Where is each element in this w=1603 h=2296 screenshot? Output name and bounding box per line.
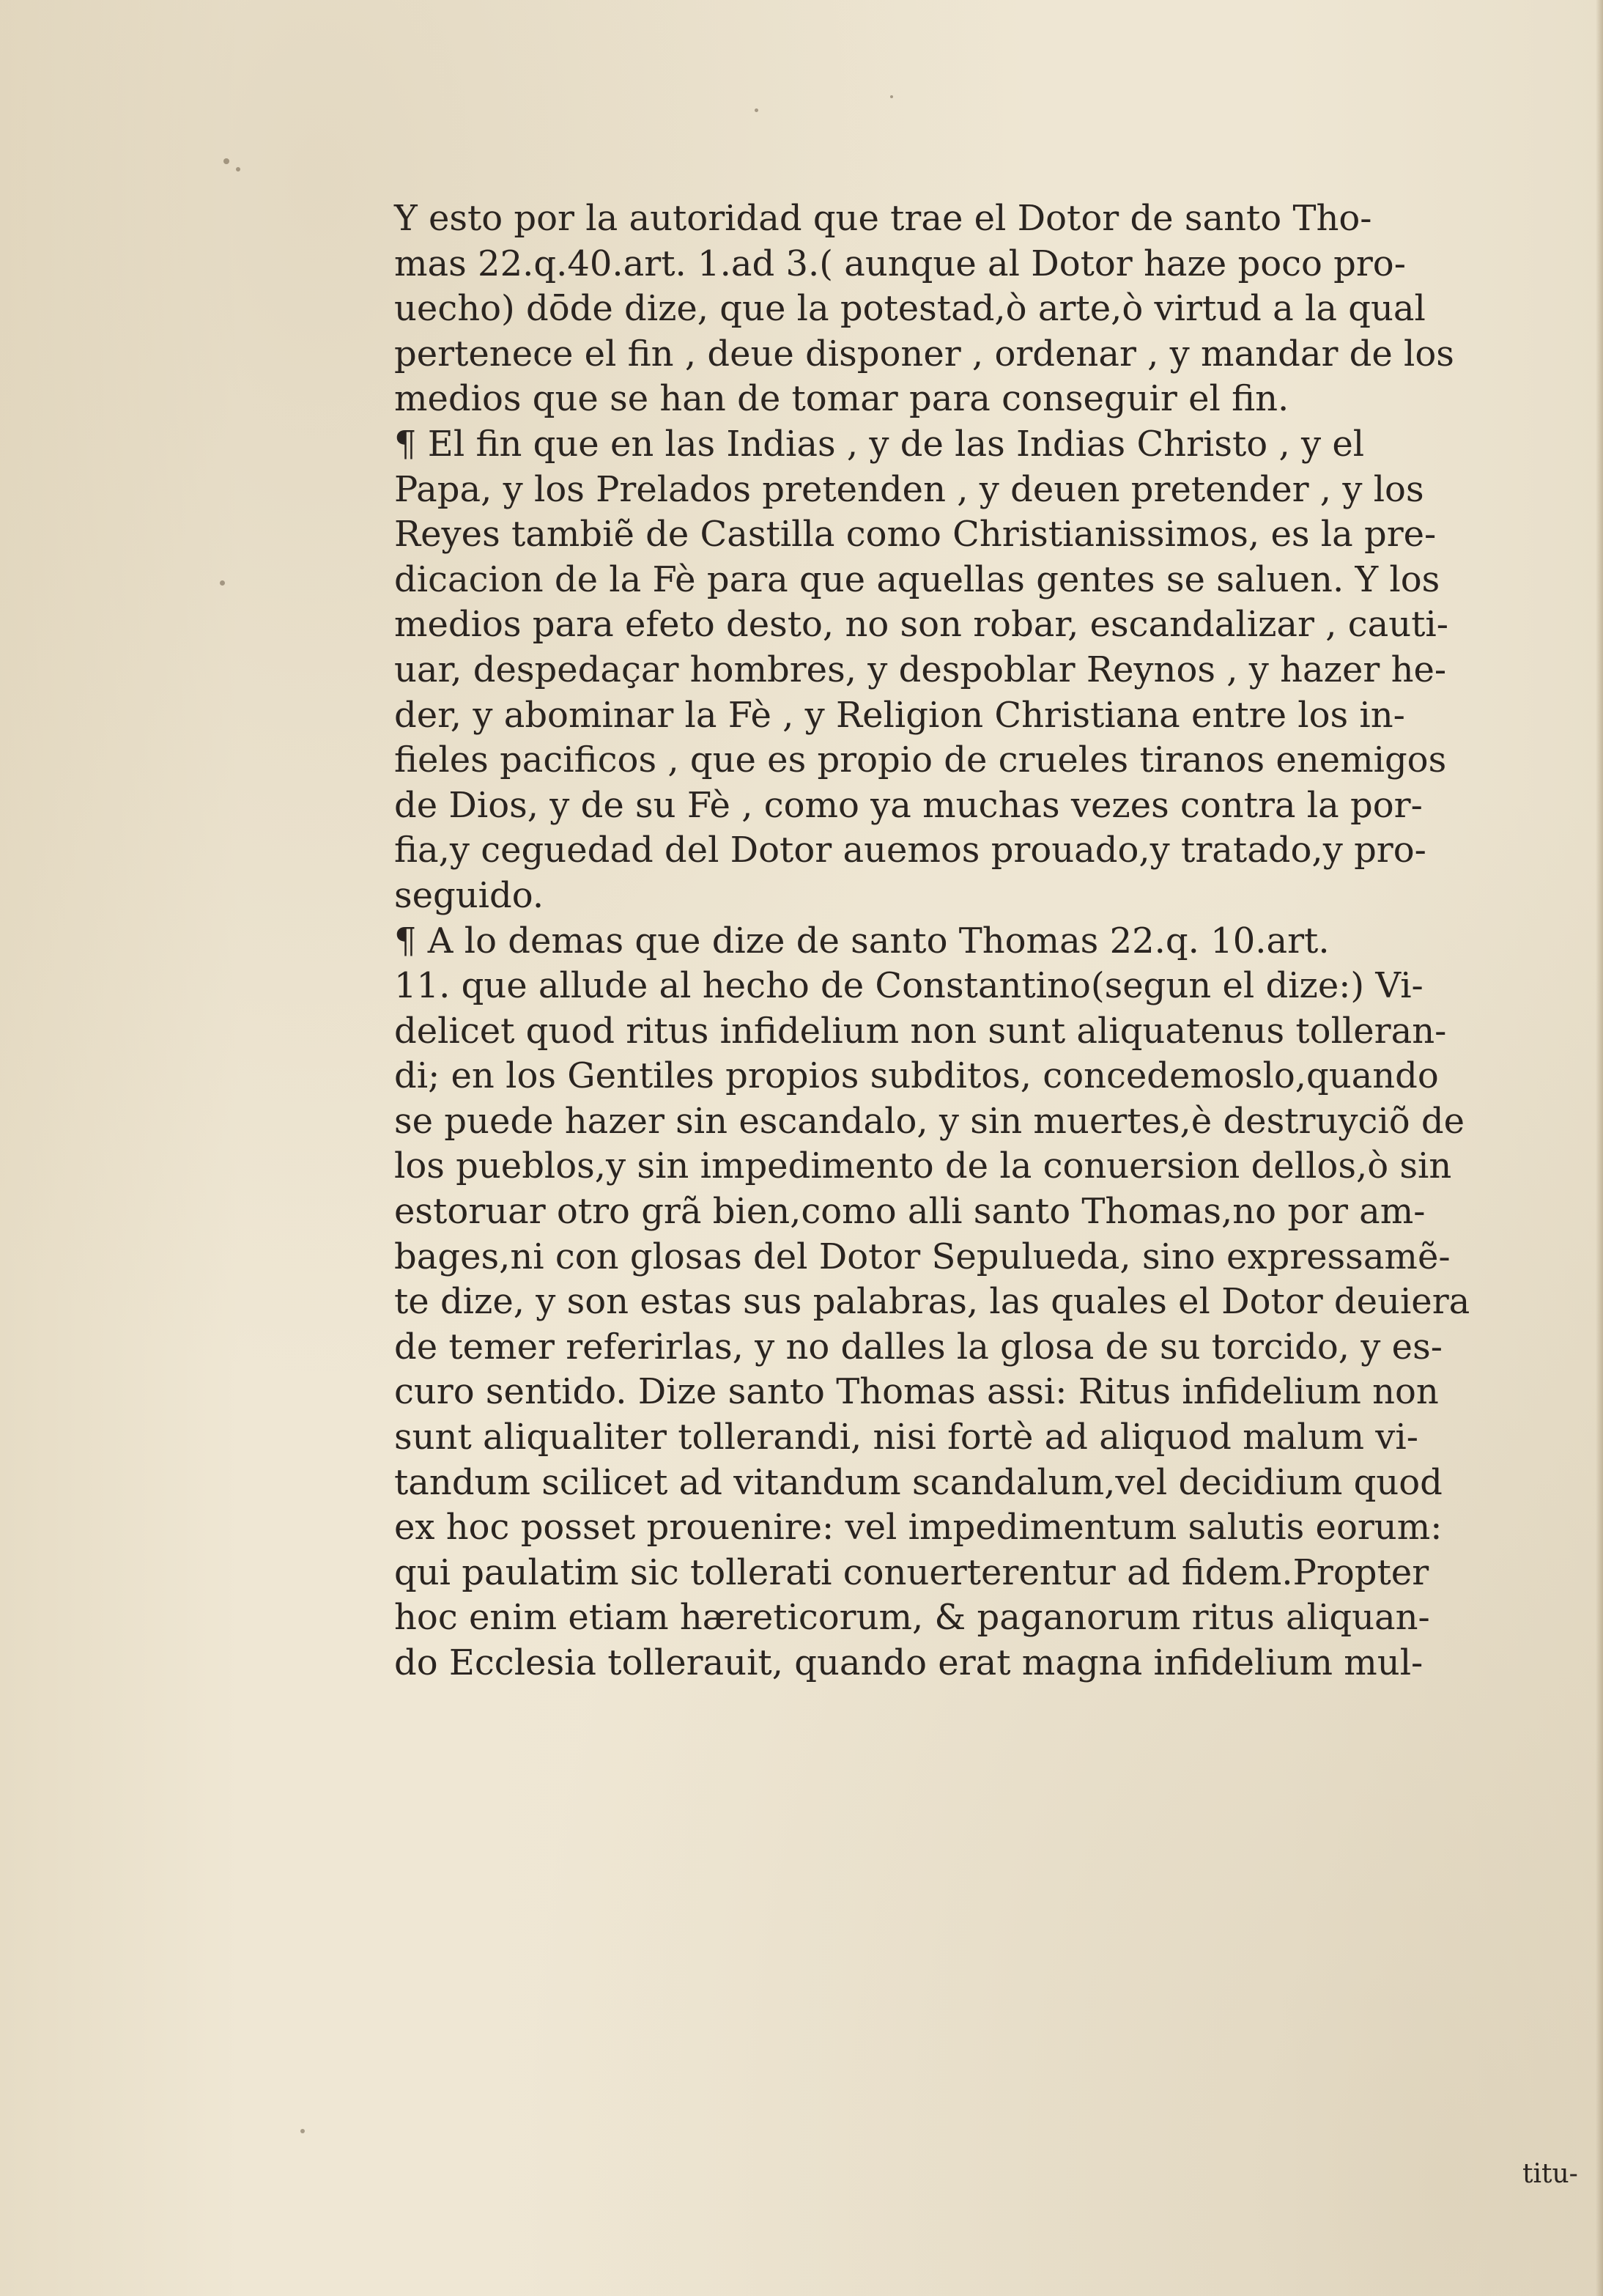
text-line: do Ecclesia tollerauit, quando erat magna infidelium mul- (394, 1642, 1424, 1683)
text-line: bages,ni con glosas del Dotor Sepulueda, sino expressamẽ- (394, 1236, 1451, 1277)
text-line: fia,y ceguedad del Dotor auemos prouado,y tratado,y pro- (394, 830, 1426, 871)
text-line: te dize, y son estas sus palabras, las quales el Dotor deuiera (394, 1281, 1470, 1323)
text-line: ¶ A lo demas que dize de santo Thomas 22.q. 10.art. (394, 920, 1330, 961)
ink-speck (236, 167, 240, 171)
text-line: los pueblos,y sin impedimento de la conuersion dellos,ò sin (394, 1145, 1452, 1187)
text-line: dicacion de la Fè para que aquellas gentes se saluen. Y los (394, 558, 1440, 600)
text-line: Reyes tambiẽ de Castilla como Christianissimos, es la pre- (394, 514, 1437, 555)
text-line: der, y abominar la Fè , y Religion Christiana entre los in- (394, 694, 1405, 736)
text-line: uar, despedaçar hombres, y despoblar Reynos , y hazer he- (394, 649, 1447, 690)
ink-speck (220, 580, 225, 586)
text-line: ¶ El fin que en las Indias , y de las Indias Christo , y el (394, 423, 1365, 465)
text-line: pertenece el fin , deue disponer , ordenar , y mandar de los (394, 333, 1454, 374)
catchword: titu- (1522, 2159, 1578, 2189)
text-line: ex hoc posset prouenire: vel impedimentum salutis eorum: (394, 1507, 1443, 1548)
ink-speck (890, 95, 893, 98)
text-line: estoruar otro grã bien,como alli santo Thomas,no por am- (394, 1191, 1426, 1233)
ink-speck (223, 158, 229, 164)
text-line: 11. que allude al hecho de Constantino(segun el dize:) Vi- (394, 965, 1424, 1007)
text-line: Papa, y los Prelados pretenden , y deuen pretender , y los (394, 468, 1424, 510)
text-line: medios para efeto desto, no son robar, escandalizar , cauti- (394, 604, 1448, 646)
text-line: Y esto por la autoridad que trae el Dotor de santo Tho- (394, 198, 1372, 239)
text-line: mas 22.q.40.art. 1.ad 3.( aunque al Dotor haze poco pro- (394, 243, 1406, 284)
ink-speck (755, 108, 758, 112)
text-line: uecho) dōde dize, que la potestad,ò arte,ò virtud a la qual (394, 288, 1426, 330)
text-line: de Dios, y de su Fè , como ya muchas vezes contra la por- (394, 784, 1423, 826)
text-line: medios que se han de tomar para conseguir el fin. (394, 378, 1289, 420)
text-line: de temer referirlas, y no dalles la glosa de su torcido, y es- (394, 1326, 1443, 1367)
body-text (394, 196, 1603, 1686)
text-line: sunt aliqualiter tollerandi, nisi fortè ad aliquod malum vi- (394, 1417, 1418, 1458)
ink-speck (300, 2129, 305, 2133)
text-line: hoc enim etiam hæreticorum, & paganorum ritus aliquan- (394, 1597, 1430, 1639)
text-line: fieles pacificos , que es propio de crueles tiranos enemigos (394, 739, 1447, 781)
text-line: qui paulatim sic tollerati conuerterentur ad fidem.Propter (394, 1551, 1429, 1593)
text-line: curo sentido. Dize santo Thomas assi: Ritus infidelium non (394, 1371, 1439, 1413)
text-line: se puede hazer sin escandalo, y sin muertes,è destruyciõ de (394, 1100, 1465, 1142)
text-line: seguido. (394, 874, 544, 916)
text-line: tandum scilicet ad vitandum scandalum,vel decidium quod (394, 1461, 1443, 1503)
text-line: di; en los Gentiles propios subditos, concedemoslo,quando (394, 1055, 1439, 1097)
text-line: delicet quod ritus infidelium non sunt aliquatenus tolleran- (394, 1010, 1447, 1052)
